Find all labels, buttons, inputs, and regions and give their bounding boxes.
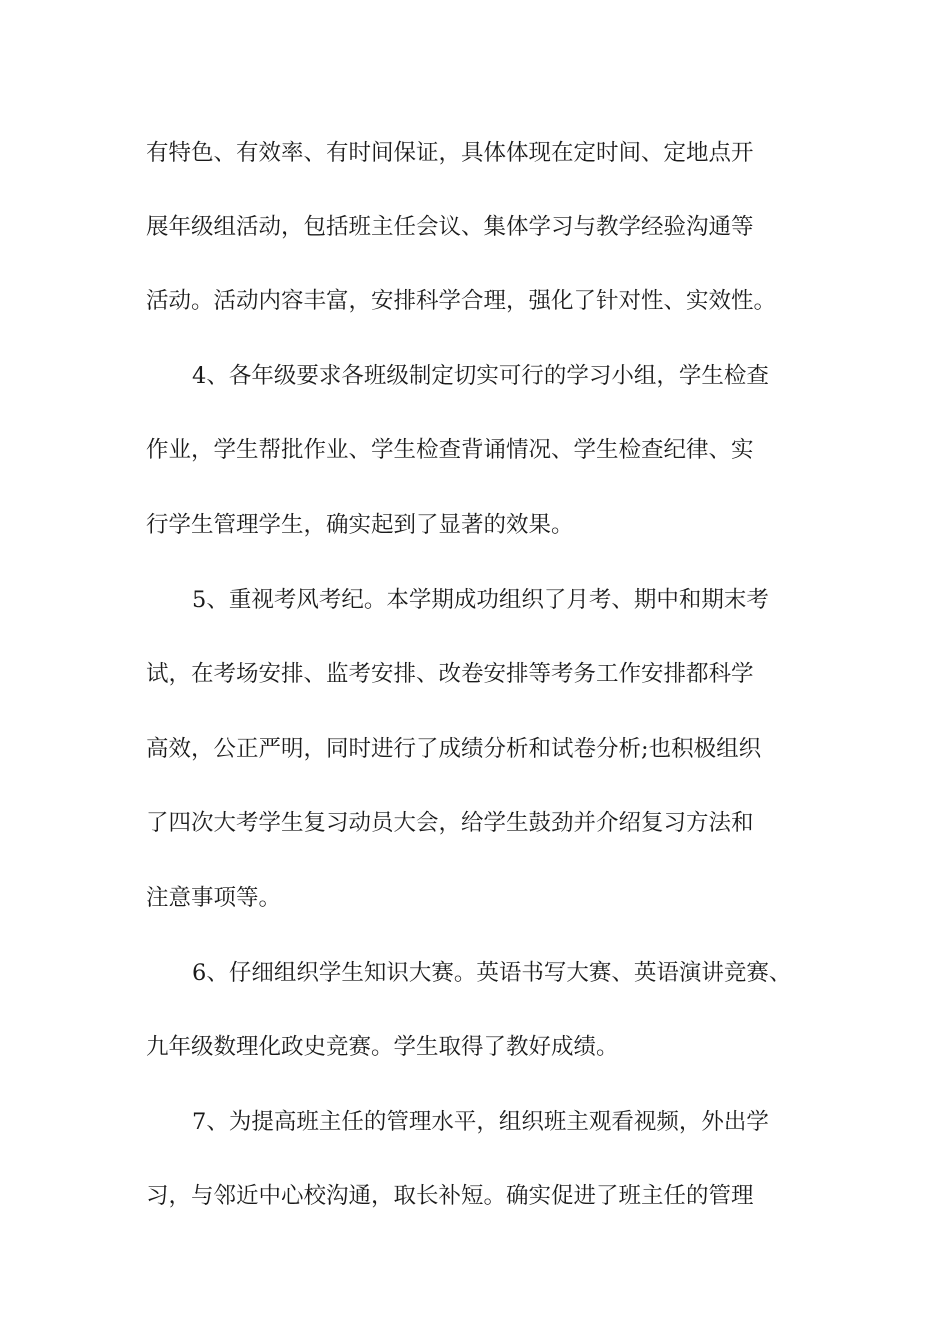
text-line: 有特色、有效率、有时间保证，具体体现在定时间、定地点开 [146, 140, 754, 166]
paragraph-6-start: 6、仔细组织学生知识大赛。英语书写大赛、英语演讲竞赛、 [192, 960, 792, 986]
text-line: 习，与邻近中心校沟通，取长补短。确实促进了班主任的管理 [146, 1183, 754, 1209]
text-line: 活动。活动内容丰富，安排科学合理，强化了针对性、实效性。 [146, 288, 777, 314]
text-line: 行学生管理学生，确实起到了显著的效果。 [146, 512, 574, 538]
text-line: 九年级数理化政史竞赛。学生取得了教好成绩。 [146, 1034, 619, 1060]
paragraph-4-start: 4、各年级要求各班级制定切实可行的学习小组，学生检查 [192, 363, 769, 389]
text-line: 注意事项等。 [146, 885, 282, 911]
text-line: 作业，学生帮批作业、学生检查背诵情况、学生检查纪律、实 [146, 437, 754, 463]
text-line: 展年级组活动，包括班主任会议、集体学习与教学经验沟通等 [146, 214, 754, 240]
paragraph-7-start: 7、为提高班主任的管理水平，组织班主观看视频，外出学 [192, 1109, 769, 1135]
paragraph-5-start: 5、重视考风考纪。本学期成功组织了月考、期中和期末考 [192, 587, 769, 613]
text-line: 试，在考场安排、监考安排、改卷安排等考务工作安排都科学 [146, 661, 754, 687]
text-line: 了四次大考学生复习动员大会，给学生鼓劲并介绍复习方法和 [146, 810, 754, 836]
text-line: 高效，公正严明，同时进行了成绩分析和试卷分析;也积极组织 [146, 736, 762, 762]
